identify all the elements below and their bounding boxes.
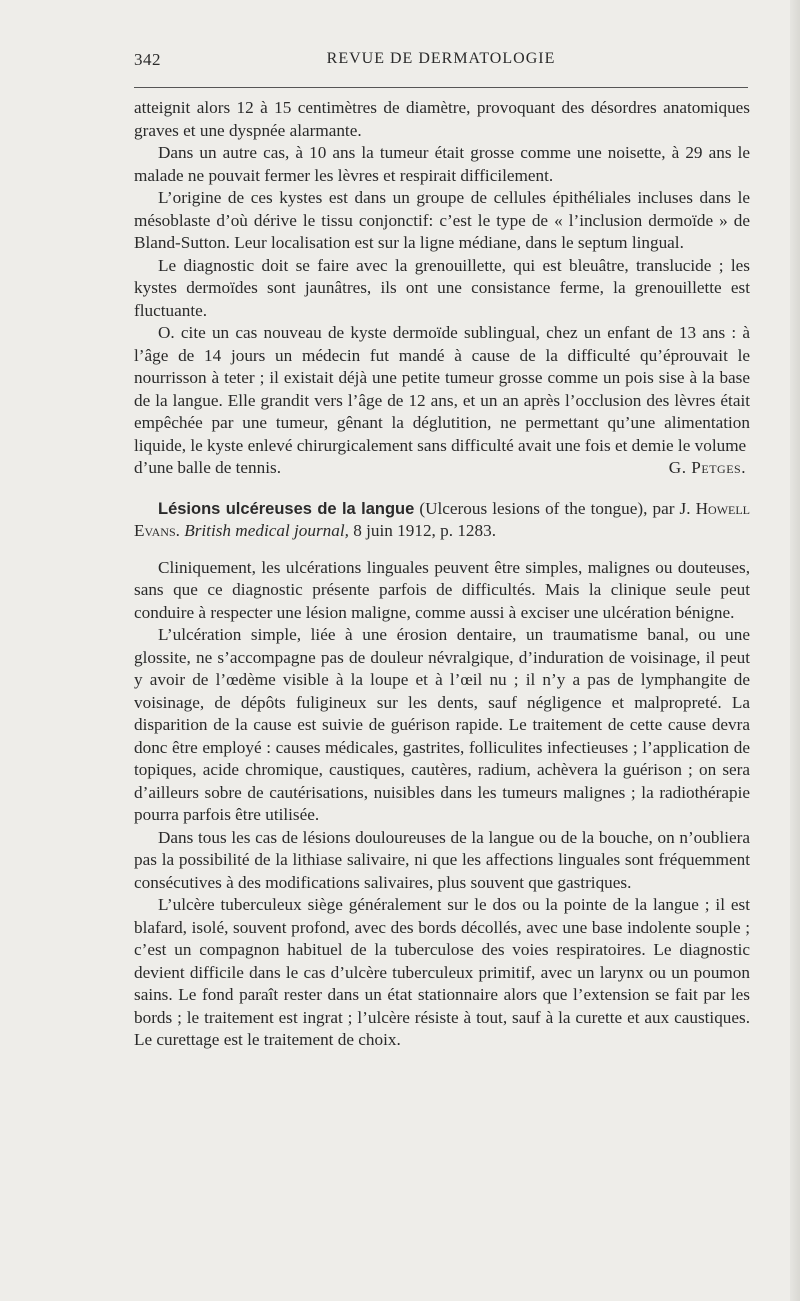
paragraph: L’origine de ces kystes est dans un groupe de cellules épithéliales incluses dans le mésoblaste d’où dérive le tissu conjonctif: c’est le type de « l’inclusion dermoïde » de Bland-Sutton. Leur localisation est sur la ligne médiane, dans le septum lingual. [134,188,750,252]
page-edge-shadow [790,0,800,1301]
paragraph: atteignit alors 12 à 15 centimètres de diamètre, provoquant des désordres anatomiques graves et une dyspnée alarmante. [134,98,750,140]
article-journal: British medical journal, [184,521,349,540]
running-title: REVUE DE DERMATOLOGIE [326,50,556,67]
paragraph: Cliniquement, les ulcérations linguales peuvent être simples, malignes ou douteuses, sans que ce diagnostic présente parfois de difficultés. Mais la clinique seule peut conduire à respecter une lésion maligne, comme aussi à exciser une ulcération bénigne. [134,557,750,622]
body-text [134,97,750,1052]
article-translation: (Ulcerous lesions of the tongue), par [414,498,675,518]
header-rule [134,87,748,88]
signature-line [134,457,750,480]
paragraph-last-line: d’une balle de tennis. [134,458,282,477]
paragraph: Dans tous les cas de lésions douloureuses de la langue ou de la bouche, on n’oubliera pas la possibilité de la lithiase salivaire, ni que les affections linguales sont fréquemment consécutives à des modifications salivaires, plus souvent que gastriques. [134,827,750,892]
paragraph: Dans un autre cas, à 10 ans la tumeur était grosse comme une noisette, à 29 ans le malade ne pouvait fermer les lèvres et respirait difficilement. [134,143,750,185]
article-title: Lésions ulcéreuses de la langue [158,499,415,518]
paragraph: Le diagnostic doit se faire avec la grenouillette, qui est bleuâtre, translucide ; les kystes dermoïdes sont jaunâtres, ils ont une consistance ferme, la grenouillette est fluctuante. [134,255,750,320]
article-heading [134,498,750,543]
page-number: 342 [134,50,161,69]
article-author: J. Howell Evans. [134,498,751,540]
article-date: 8 juin 1912, p. 1283. [348,521,496,540]
paragraph: O. cite un cas nouveau de kyste dermoïde sublingual, chez un enfant de 13 ans : à l’âge de 14 jours un médecin fut mandé à cause de la difficulté qu’éprouvait le nourrisson à teter ; il existait déjà une petite tumeur grosse comme un pois sise à la base de la langue. Elle grandit vers l’âge de 12 ans, et un an après l’occlusion des lèvres était empêchée par une tumeur, gênant la déglutition, ne permettant qu’une alimentation liquide, le kyste enlevé chirurgicalement sans difficulté avait une fois et demie le volume [134,323,750,455]
signature: G. Petges. [668,458,746,477]
page-header [134,50,748,74]
paragraph: L’ulcère tuberculeux siège généralement sur le dos ou la pointe de la langue ; il est blafard, isolé, souvent profond, avec des bords décollés, avec une base indolente souple ; c’est un compagnon habituel de la tuberculose des voies respiratoires. Le diagnostic devient difficile dans le cas d’ulcère tuberculeux primitif, avec un larynx ou un poumon sains. Le fond paraît rester dans un état stationnaire alors que l’extension se fait par les bords ; le traitement est ingrat ; l’ulcère résiste à tout, sauf à la curette et aux caustiques. Le curettage est le traitement de choix. [134,895,750,1049]
paragraph: L’ulcération simple, liée à une érosion dentaire, un traumatisme banal, ou une glossite, ne s’accompagne pas de douleur névralgique, d’induration de voisinage, il peut y avoir de l’œdème visible à la loupe et à l’œil nu ; il n’y a pas de lymphangite de voisinage, de dépôts fuligineux sur les dents, sauf négligence et malpropreté. La disparition de la cause est suivie de guérison rapide. Le traitement de cette cause devra donc être employé : causes médicales, gastrites, folliculites infectieuses ; l’application de topiques, acide chromique, caustiques, cautères, radium, achèvera la guérison ; on sera d’ailleurs sobre de cautérisations, nuisibles dans les tumeurs malignes ; la radiothérapie pourra parfois être utilisée. [134,625,750,824]
